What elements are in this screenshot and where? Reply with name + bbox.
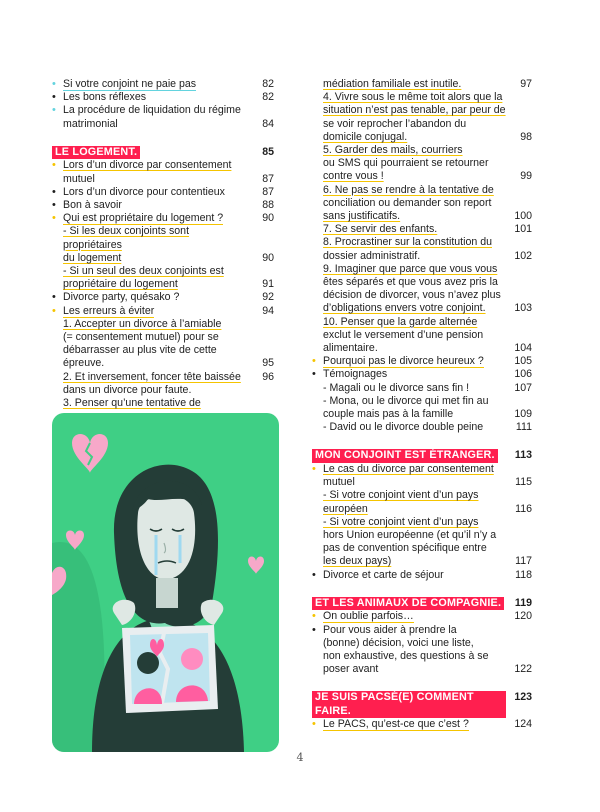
bullet-icon: • [312,610,316,623]
bullet-icon: • [312,462,316,475]
toc-entry[interactable]: • Pourquoi pas le divorce heureux ? 105 [312,355,532,368]
toc-entry[interactable]: • On oublie parfois… 120 [312,610,532,623]
toc-entry[interactable]: • Lors d’un divorce pour contentieux 87 [52,185,274,198]
toc-left-column [52,78,274,410]
toc-entry[interactable]: - Magali ou le divorce sans fin ! 107 [323,381,532,394]
bullet-icon: • [312,718,316,731]
toc-entry[interactable]: • Le PACS, qu’est-ce que c’est ? 124 [312,718,532,731]
illustration-crying-person [52,413,279,752]
toc-entry[interactable]: - Mona, ou le divorce qui met fin au couple mais pas à la famille 109 [323,394,532,421]
bullet-icon: • [52,104,56,117]
toc-entry[interactable]: • Divorce party, quésako ? 92 [52,291,274,304]
toc-entry[interactable]: • La procédure de liquidation du régime matrimonial 84 [52,104,274,130]
bullet-icon: • [312,568,316,581]
toc-entry[interactable]: - Si les deux conjoints sont propriétaires du logement 90 [63,225,274,264]
bullet-icon: • [312,623,316,636]
toc-entry[interactable]: - David ou le divorce double peine 111 [323,421,532,434]
bullet-icon: • [312,355,316,368]
toc-entry[interactable]: 6. Ne pas se rendre à la tentative de conciliation ou demander son report sans justificatifs. 100 [323,183,532,223]
toc-right-column [312,78,532,732]
toc-entry[interactable]: • Si votre conjoint ne paie pas 82 [52,78,274,90]
bullet-icon: • [52,212,56,225]
bullet-icon: • [52,185,56,198]
toc-entry[interactable]: • Lors d’un divorce par consentement mutuel 87 [52,159,274,185]
bullet-icon: • [312,368,316,381]
bullet-icon: • [52,159,56,172]
section-heading[interactable]: ET LES ANIMAUX DE COMPAGNIE. 119 [312,597,532,611]
toc-entry[interactable]: - Si votre conjoint vient d’un pays hors Union européenne (et qu’il n’y a pas de convention spécifique entre les deux pays) 117 [323,515,532,568]
bullet-icon: • [52,198,56,211]
torn-photo-image [122,625,218,713]
toc-entry[interactable]: 8. Procrastiner sur la constitution du dossier administratif. 102 [323,236,532,262]
illustration-svg [52,413,279,752]
toc-entry[interactable]: 10. Penser que la garde alternée exclut le versement d’une pension alimentaire. 104 [323,315,532,355]
toc-entry[interactable]: 2. Et inversement, foncer tête baissée dans un divorce pour faute. 96 [63,370,274,396]
toc-entry[interactable]: • Divorce et carte de séjour 118 [312,568,532,581]
toc-entry[interactable]: • Le cas du divorce par consentement mutuel 115 [312,462,532,489]
toc-entry[interactable]: médiation familiale est inutile. 97 [323,78,532,90]
toc-entry[interactable]: • Bon à savoir 88 [52,198,274,211]
toc-entry[interactable]: • Qui est propriétaire du logement ? 90 [52,212,274,225]
page-number: 4 [296,751,304,764]
toc-entry[interactable]: 5. Garder des mails, courriers ou SMS qui pourraient se retourner contre vous ! 99 [323,144,532,183]
bullet-icon: • [52,304,56,317]
bullet-icon: • [52,91,56,104]
toc-entry[interactable]: 7. Se servir des enfants. 101 [323,223,532,236]
section-heading[interactable]: LE LOGEMENT. 85 [52,146,274,160]
toc-entry[interactable]: 9. Imaginer que parce que vous vous êtes séparés et que vous avez pris la décision de divorcer, vous n’avez plus d’obligations envers votre conjoint. 103 [323,262,532,315]
bullet-icon: • [52,291,56,304]
toc-entry[interactable]: 1. Accepter un divorce à l’amiable (= consentement mutuel) pour se débarrasser au plus vite de cette épreuve. 95 [63,317,274,370]
section-heading[interactable]: MON CONJOINT EST ÉTRANGER. 113 [312,449,532,463]
toc-entry[interactable]: 4. Vivre sous le même toit alors que la situation n’est pas tenable, par peur de se voir reprocher l’abandon du domicile conjugal. 98 [323,91,532,143]
toc-entry[interactable]: - Si votre conjoint vient d’un pays européen 116 [323,489,532,515]
toc-entry[interactable]: 3. Penser qu’une tentative de [63,396,201,409]
section-heading[interactable]: JE SUIS PACSÉ(E) COMMENT FAIRE. 123 [312,691,532,718]
bullet-icon: • [52,78,56,90]
toc-entry[interactable]: - Si un seul des deux conjoints est propriétaire du logement 91 [63,264,274,291]
toc-entry[interactable]: • Les erreurs à éviter 94 [52,304,274,317]
toc-entry[interactable]: • Témoignages 106 [312,368,532,381]
toc-entry[interactable]: • Pour vous aider à prendre la (bonne) décision, voici une liste, non exhaustive, des questions à se poser avant 122 [312,623,532,676]
toc-entry[interactable]: • Les bons réflexes 82 [52,91,274,104]
